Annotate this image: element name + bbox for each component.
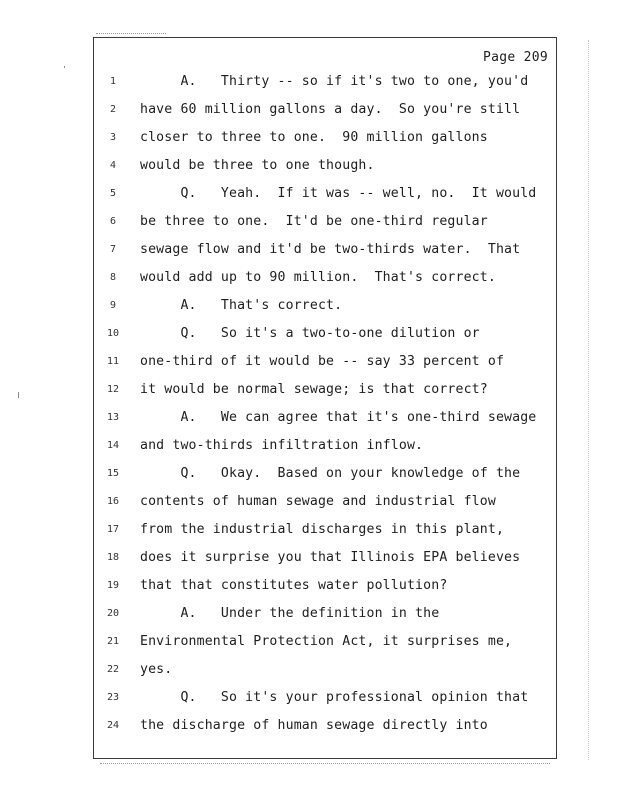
- line-number: 7: [109, 244, 117, 255]
- line-text: Q. So it's a two-to-one dilution or: [140, 326, 480, 341]
- transcript-line: [94, 380, 558, 400]
- line-number: 12: [106, 384, 120, 395]
- line-text: Q. Yeah. If it was -- well, no. It would: [140, 186, 537, 201]
- line-text: yes.: [140, 662, 173, 677]
- transcript-line: [94, 492, 558, 512]
- transcript-line: [94, 576, 558, 596]
- line-text: sewage flow and it'd be two-thirds water. That: [140, 242, 521, 257]
- line-text: it would be normal sewage; is that correct?: [140, 382, 488, 397]
- transcript-line: [94, 72, 558, 92]
- line-number: 23: [106, 692, 120, 703]
- line-number: 21: [106, 636, 120, 647]
- line-text: would add up to 90 million. That's correct.: [140, 270, 496, 285]
- transcript-line: [94, 352, 558, 372]
- transcript-line: [94, 296, 558, 316]
- scan-artifact-bottom: [100, 763, 550, 764]
- scan-speck: [64, 66, 68, 68]
- transcript-line: [94, 548, 558, 568]
- line-number: 17: [106, 524, 120, 535]
- line-number: 13: [106, 412, 120, 423]
- line-number: 14: [106, 440, 120, 451]
- line-number: 11: [106, 356, 120, 367]
- line-number: 18: [106, 552, 120, 563]
- transcript-line: [94, 632, 558, 652]
- transcript-line: [94, 212, 558, 232]
- line-number: 16: [106, 496, 120, 507]
- scan-speck: [18, 392, 22, 398]
- line-number: 1: [109, 76, 117, 87]
- scan-artifact-top: [96, 33, 166, 34]
- line-number: 20: [106, 608, 120, 619]
- line-text: closer to three to one. 90 million gallons: [140, 130, 488, 145]
- line-number: 19: [106, 580, 120, 591]
- line-text: would be three to one though.: [140, 158, 375, 173]
- line-text: A. Thirty -- so if it's two to one, you'd: [140, 74, 529, 89]
- transcript-line: [94, 604, 558, 624]
- line-text: Q. So it's your professional opinion that: [140, 690, 529, 705]
- transcript-line: [94, 128, 558, 148]
- line-text: from the industrial discharges in this plant,: [140, 522, 505, 537]
- line-number: 10: [106, 328, 120, 339]
- line-number: 8: [109, 272, 117, 283]
- line-number: 22: [106, 664, 120, 675]
- page-number: Page 209: [482, 50, 548, 65]
- transcript-line: [94, 240, 558, 260]
- line-text: contents of human sewage and industrial flow: [140, 494, 496, 509]
- transcript-line: [94, 716, 558, 736]
- transcript-line: [94, 324, 558, 344]
- line-text: the discharge of human sewage directly into: [140, 718, 488, 733]
- line-text: does it surprise you that Illinois EPA believes: [140, 550, 521, 565]
- line-number: 6: [109, 216, 117, 227]
- line-number: 9: [109, 300, 117, 311]
- line-text: A. We can agree that it's one-third sewage: [140, 410, 537, 425]
- line-text: Q. Okay. Based on your knowledge of the: [140, 466, 521, 481]
- line-text: Environmental Protection Act, it surprises me,: [140, 634, 513, 649]
- line-text: be three to one. It'd be one-third regular: [140, 214, 488, 229]
- line-text: A. That's correct.: [140, 298, 343, 313]
- line-number: 4: [109, 160, 117, 171]
- transcript-line: [94, 100, 558, 120]
- line-number: 2: [109, 104, 117, 115]
- line-number: 15: [106, 468, 120, 479]
- transcript-line: [94, 520, 558, 540]
- transcript-page: [93, 37, 557, 759]
- transcript-line: [94, 464, 558, 484]
- line-text: A. Under the definition in the: [140, 606, 440, 621]
- transcript-line: [94, 408, 558, 428]
- transcript-line: [94, 268, 558, 288]
- line-text: that that constitutes water pollution?: [140, 578, 448, 593]
- transcript-line: [94, 660, 558, 680]
- scan-artifact-right: [588, 40, 589, 760]
- transcript-line: [94, 436, 558, 456]
- line-number: 5: [109, 188, 117, 199]
- line-text: have 60 million gallons a day. So you're still: [140, 102, 521, 117]
- transcript-line: [94, 156, 558, 176]
- transcript-line: [94, 184, 558, 204]
- line-text: one-third of it would be -- say 33 percent of: [140, 354, 505, 369]
- transcript-line: [94, 688, 558, 708]
- line-number: 3: [109, 132, 117, 143]
- line-text: and two-thirds infiltration inflow.: [140, 438, 424, 453]
- line-number: 24: [106, 720, 120, 731]
